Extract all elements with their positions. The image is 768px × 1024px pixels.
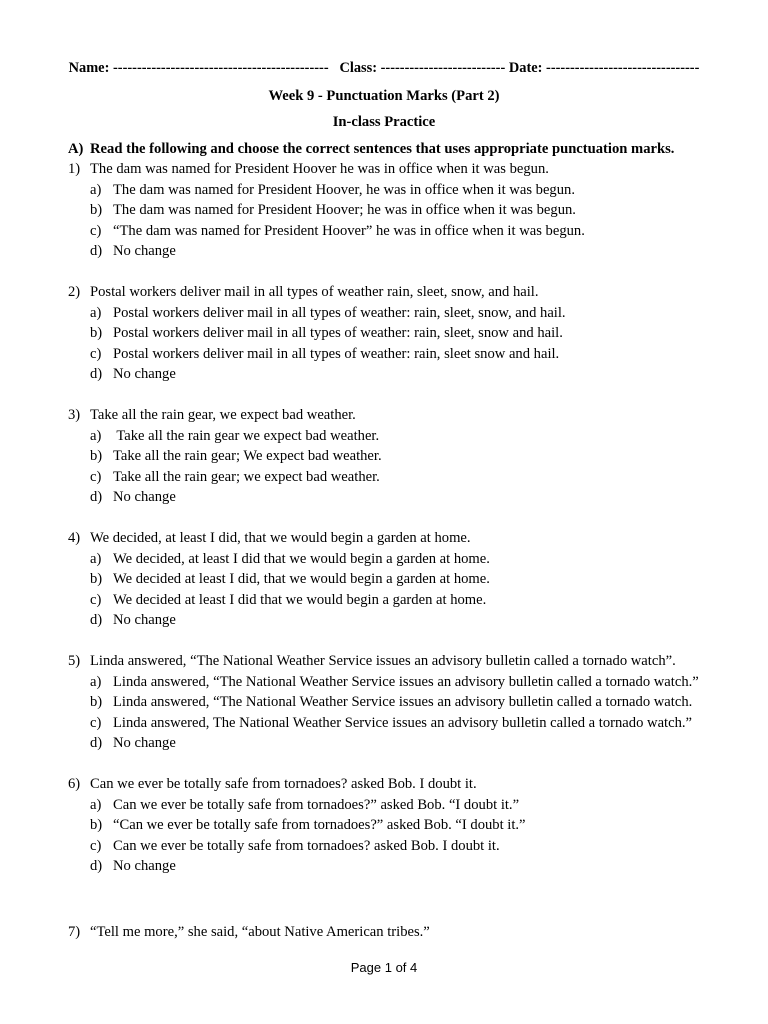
section-instruction — [68, 141, 674, 158]
name-label: Name: — [68, 60, 110, 76]
option-text: The dam was named for President Hoover; he was in office when it was begun. — [113, 202, 576, 218]
option-label: d) — [90, 243, 103, 259]
student-info-line — [0, 60, 768, 77]
question-item — [68, 528, 758, 631]
question-stem — [68, 282, 758, 303]
option-label: d) — [90, 489, 103, 505]
question-stem — [68, 159, 758, 180]
question-number: 2) — [68, 284, 81, 300]
option-label: b) — [90, 448, 103, 464]
option-text: Linda answered, The National Weather Service issues an advisory bulletin called a tornado watch.” — [113, 714, 692, 731]
option-label: a) — [90, 181, 102, 198]
name-blank: --------------------------------------------- — [112, 60, 329, 76]
answer-option — [68, 467, 758, 488]
answer-option — [68, 344, 758, 365]
question-number: 3) — [68, 407, 81, 423]
option-label: a) — [90, 796, 102, 813]
class-blank: -------------------------- — [380, 60, 506, 76]
option-text: Linda answered, “The National Weather Service issues an advisory bulletin called a tornado watch.” — [113, 673, 699, 690]
option-label: c) — [90, 714, 102, 731]
answer-option — [68, 241, 758, 262]
option-label: d) — [90, 366, 103, 382]
option-label: b) — [90, 694, 103, 710]
question-stem — [68, 774, 758, 795]
answer-option — [68, 672, 758, 693]
question-text: We decided, at least I did, that we would begin a garden at home. — [90, 530, 471, 546]
question-stem — [68, 405, 758, 426]
answer-option — [68, 364, 758, 385]
page-subtitle: In-class Practice — [332, 114, 436, 130]
option-text: We decided at least I did that we would begin a garden at home. — [113, 591, 487, 608]
question-item — [68, 159, 758, 262]
option-text: Take all the rain gear we expect bad weather. — [113, 427, 380, 444]
option-text: No change — [113, 735, 176, 751]
answer-option — [68, 200, 758, 221]
option-text: Postal workers deliver mail in all types of weather: rain, sleet, snow, and hail. — [113, 304, 566, 321]
question-item — [68, 282, 758, 385]
option-text: No change — [113, 366, 176, 382]
question-item — [68, 651, 758, 754]
answer-option — [68, 426, 758, 447]
option-label: b) — [90, 325, 103, 341]
answer-option — [68, 180, 758, 201]
page-title: Week 9 - Punctuation Marks (Part 2) — [268, 88, 500, 104]
question-number: 7) — [68, 923, 81, 940]
question-text: Linda answered, “The National Weather Service issues an advisory bulletin called a tornado watch”. — [90, 653, 676, 669]
option-text: No change — [113, 243, 176, 259]
option-text: Postal workers deliver mail in all types of weather: rain, sleet snow and hail. — [113, 345, 560, 362]
option-text: No change — [113, 612, 176, 628]
date-label: Date: — [508, 60, 543, 76]
page-number: Page 1 of 4 — [350, 960, 418, 975]
answer-option — [68, 836, 758, 857]
option-text: Can we ever be totally safe from tornadoes? asked Bob. I doubt it. — [113, 837, 500, 854]
answer-option — [68, 303, 758, 324]
question-item — [68, 774, 758, 877]
option-label: d) — [90, 735, 103, 751]
option-text: Postal workers deliver mail in all types of weather: rain, sleet, snow and hail. — [113, 325, 563, 341]
option-text: No change — [113, 489, 176, 505]
question-number: 5) — [68, 653, 81, 669]
answer-option — [68, 323, 758, 344]
option-text: We decided, at least I did that we would begin a garden at home. — [113, 550, 490, 567]
question-item — [68, 922, 758, 943]
question-number: 1) — [68, 161, 81, 177]
question-stem — [68, 922, 758, 943]
question-stem — [68, 651, 758, 672]
class-label: Class: — [339, 60, 378, 76]
option-text: “Can we ever be totally safe from tornadoes?” asked Bob. “I doubt it.” — [113, 817, 526, 833]
date-blank: -------------------------------- — [546, 60, 700, 76]
option-text: Take all the rain gear; We expect bad weather. — [113, 448, 382, 464]
option-label: a) — [90, 427, 102, 444]
option-text: We decided at least I did, that we would begin a garden at home. — [113, 571, 490, 587]
option-label: c) — [90, 468, 102, 485]
answer-option — [68, 590, 758, 611]
answer-option — [68, 446, 758, 467]
option-text: Can we ever be totally safe from tornadoes?” asked Bob. “I doubt it.” — [113, 796, 520, 813]
option-label: b) — [90, 817, 103, 833]
answer-option — [68, 692, 758, 713]
option-text: The dam was named for President Hoover, he was in office when it was begun. — [113, 181, 575, 198]
section-instruction-text: Read the following and choose the correct sentences that uses appropriate punctuation marks. — [90, 141, 675, 157]
question-text: Can we ever be totally safe from tornadoes? asked Bob. I doubt it. — [90, 776, 477, 792]
option-text: No change — [113, 858, 176, 874]
question-text: The dam was named for President Hoover he was in office when it was begun. — [90, 161, 549, 177]
question-text: “Tell me more,” she said, “about Native American tribes.” — [90, 923, 430, 940]
option-label: d) — [90, 858, 103, 874]
option-label: d) — [90, 612, 103, 628]
option-label: b) — [90, 571, 103, 587]
option-label: c) — [90, 591, 102, 608]
answer-option — [68, 487, 758, 508]
question-stem — [68, 528, 758, 549]
section-label: A) — [68, 141, 84, 157]
option-text: Linda answered, “The National Weather Service issues an advisory bulletin called a tornado watch. — [113, 694, 693, 710]
option-label: a) — [90, 304, 102, 321]
option-label: a) — [90, 550, 102, 567]
option-label: c) — [90, 345, 102, 362]
answer-option — [68, 815, 758, 836]
option-label: c) — [90, 837, 102, 854]
answer-option — [68, 549, 758, 570]
answer-option — [68, 713, 758, 734]
answer-option — [68, 795, 758, 816]
option-text: Take all the rain gear; we expect bad weather. — [113, 468, 380, 485]
question-number: 6) — [68, 776, 81, 792]
answer-option — [68, 610, 758, 631]
answer-option — [68, 221, 758, 242]
answer-option — [68, 569, 758, 590]
option-label: b) — [90, 202, 103, 218]
answer-option — [68, 856, 758, 877]
option-text: “The dam was named for President Hoover” he was in office when it was begun. — [113, 222, 585, 239]
question-list — [68, 159, 758, 963]
question-number: 4) — [68, 530, 81, 546]
question-item — [68, 405, 758, 508]
question-text: Take all the rain gear, we expect bad weather. — [90, 407, 356, 423]
option-label: c) — [90, 222, 102, 239]
question-text: Postal workers deliver mail in all types of weather rain, sleet, snow, and hail. — [90, 284, 539, 300]
option-label: a) — [90, 673, 102, 690]
answer-option — [68, 733, 758, 754]
